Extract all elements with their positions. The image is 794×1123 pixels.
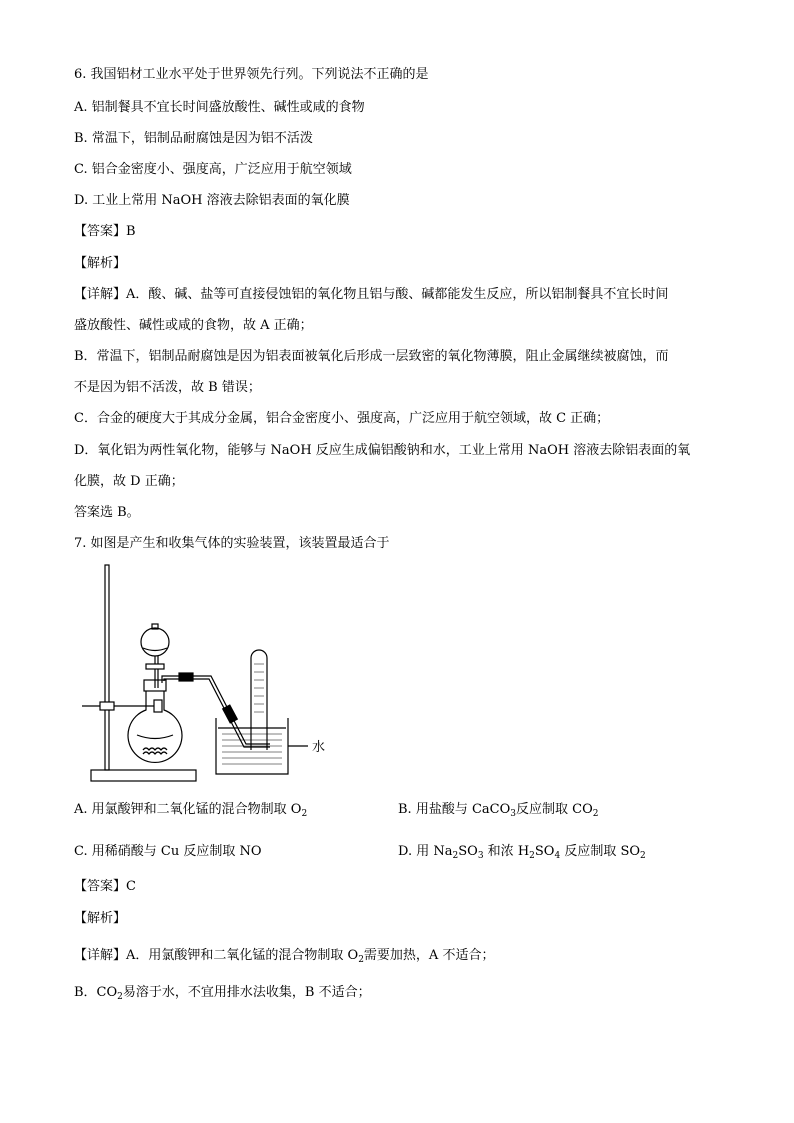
q6-detail-line-2: 盛放酸性、碱性或咸的食物，故 A 正确；	[74, 318, 313, 333]
stand-rod	[105, 565, 109, 770]
gas-apparatus-figure	[78, 560, 358, 785]
q6-detail-line-6: D．氧化铝为两性氧化物，能够与 NaOH 反应生成偏铝酸钠和水，工业上常用 NaOH 溶液去除铝表面的氧	[74, 443, 691, 458]
q7-answer: 【答案】C	[74, 879, 136, 894]
separatory-funnel	[141, 628, 169, 656]
q6-stem: 6. 我国铝材工业水平处于世界领先行列。下列说法不正确的是	[74, 67, 429, 82]
q6-detail-line-5: C．合金的硬度大于其成分金属，铝合金密度小、强度高，广泛应用于航空领域，故 C 正确；	[74, 411, 610, 426]
q6-option-b: B. 常温下，铝制品耐腐蚀是因为铝不活泼	[74, 131, 313, 146]
q7-option-d: D. 用 $Na_2SO_3$ 和浓 $H_2SO_4$ 反应制取 $SO_2$	[398, 844, 646, 861]
q7-detail-line-1: 【详解】A．用氯酸钾和二氧化锰的混合物制取 $O_2$需要加热，A 不适合；	[74, 948, 495, 965]
q7-option-c: C. 用稀硝酸与 Cu 反应制取 NO	[74, 844, 262, 859]
q7-analysis-label: 【解析】	[74, 911, 127, 926]
q7-option-b: B. 用盐酸与 CaCO$_3$反应制取 $CO_2$	[398, 802, 599, 819]
water-label: 水	[312, 740, 326, 755]
collecting-tube	[251, 650, 267, 750]
q6-detail-line-7: 化膜，故 D 正确；	[74, 474, 184, 489]
q6-detail-line-3: B．常温下，铝制品耐腐蚀是因为铝表面被氧化后形成一层致密的氧化物薄膜，阻止金属继续被腐蚀，而	[74, 349, 669, 364]
q6-analysis-label: 【解析】	[74, 256, 127, 271]
q6-detail-line-4: 不是因为铝不活泼，故 B 错误；	[74, 380, 261, 395]
q6-detail-line-1: 【详解】A．酸、碱、盐等可直接侵蚀铝的氧化物且铝与酸、碱都能发生反应，所以铝制餐具不宜长时间	[74, 287, 669, 302]
q6-option-c: C. 铝合金密度小、强度高，广泛应用于航空领域	[74, 162, 352, 177]
q6-answer: 【答案】B	[74, 224, 136, 239]
q6-option-d: D. 工业上常用 NaOH 溶液去除铝表面的氧化膜	[74, 193, 350, 208]
q6-option-a: A. 铝制餐具不宜长时间盛放酸性、碱性或咸的食物	[74, 100, 365, 115]
q7-detail-line-2: B．$CO_2$易溶于水，不宜用排水法收集，B 不适合；	[74, 985, 371, 1002]
q7-stem: 7. 如图是产生和收集气体的实验装置，该装置最适合于	[74, 536, 390, 551]
q6-conclusion: 答案选 B。	[74, 505, 140, 520]
q7-option-a: A. 用氯酸钾和二氧化锰的混合物制取 $O_2$	[74, 802, 308, 819]
stand-base	[91, 770, 196, 781]
